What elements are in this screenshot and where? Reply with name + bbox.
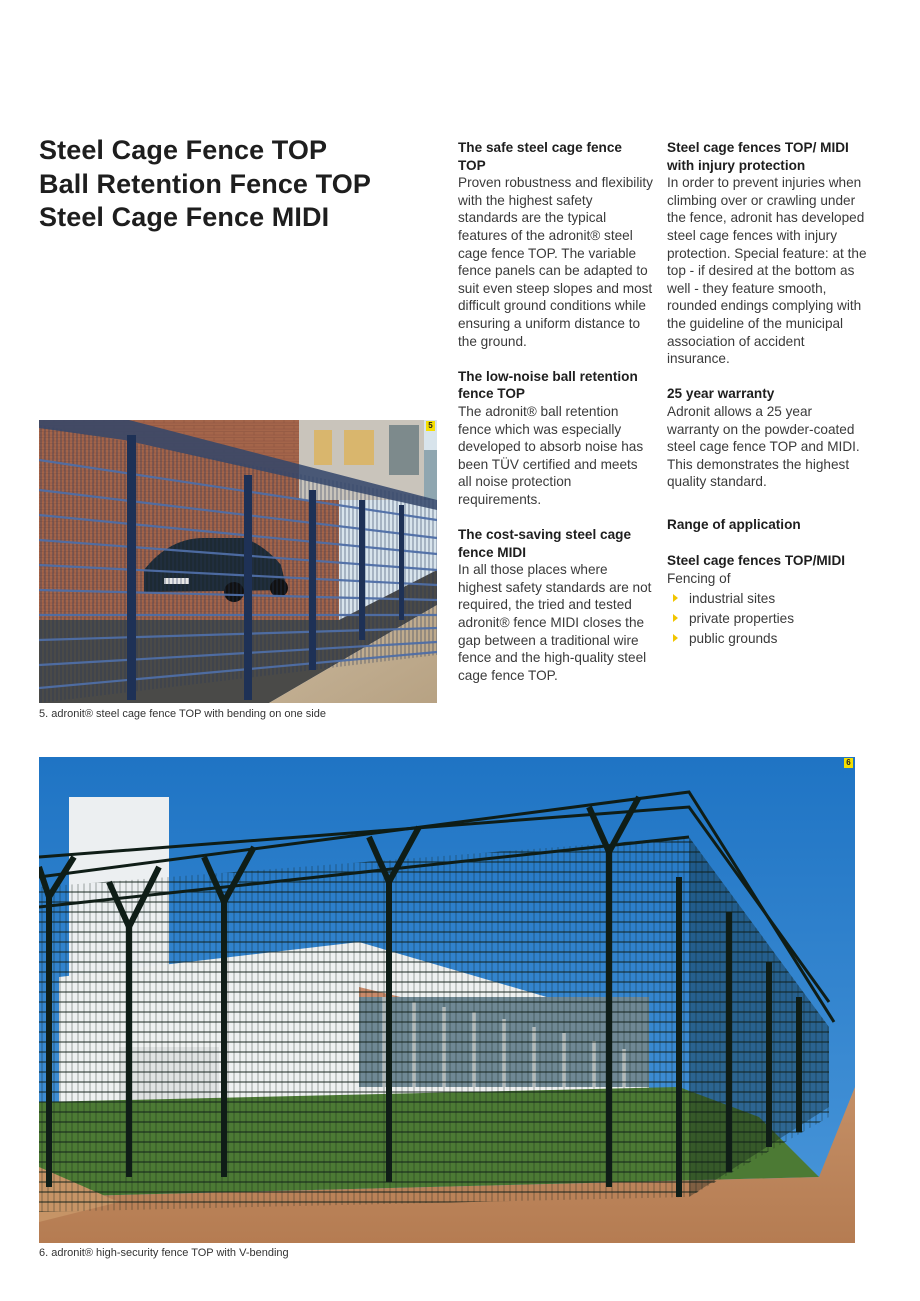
fence-photo-illustration — [39, 420, 437, 703]
section-warranty — [667, 385, 867, 491]
section-range — [667, 552, 867, 649]
section-heading: The safe steel cage fence TOP — [458, 140, 622, 173]
application-list — [667, 589, 867, 649]
bullet-arrow-icon — [673, 614, 678, 622]
section-body: Proven robustness and flexibility with the highest safety standards are the typical features of the adronit® steel cage fence TOP. The variable fence panels can be adapted to suit even steep slopes and most difficult ground conditions while ensuring a uniform distance to the ground. — [458, 175, 653, 349]
section-heading: The cost-saving steel cage fence MIDI — [458, 527, 632, 560]
bullet-arrow-icon — [673, 594, 678, 602]
page-title — [39, 134, 371, 235]
section-body: In all those places where highest safety standards are not required, the tried and tested adronit® fence MIDI closes the gap between a traditional wire fence and the high-quality steel cage fence TOP. — [458, 562, 652, 683]
section-heading: The low-noise ball retention fence TOP — [458, 368, 638, 402]
bullet-arrow-icon — [673, 634, 678, 642]
title-line-2: Ball Retention Fence TOP — [39, 168, 371, 199]
list-item: industrial sites — [667, 589, 867, 609]
section-body: The adronit® ball retention fence which was especially developed to absorb noise has been TÜV certified and meets all noise protection requirements. — [458, 403, 644, 507]
range-of-application-heading: Range of application — [667, 517, 801, 533]
section-safe-steel-cage — [458, 139, 653, 350]
photo-high-security-fence — [39, 757, 855, 1243]
title-line-1: Steel Cage Fence TOP — [39, 135, 328, 165]
section-injury-protection — [667, 139, 867, 368]
section-body: In order to prevent injuries when climbing over or crawling under the fence, adronit has developed steel cage fences with injury protection. Special feature: at the top - if desired at the bottom as well - they feature smooth, rounded endings complying with the guideline of the municipal association of accident insurance. — [667, 175, 867, 367]
section-cost-saving — [458, 526, 653, 684]
figure-number-badge: 5 — [426, 421, 435, 431]
section-heading: Steel cage fences TOP/MIDI — [667, 553, 846, 569]
title-line-3: Steel Cage Fence MIDI — [39, 202, 330, 232]
security-fence-photo-illustration — [39, 757, 855, 1243]
figure-caption: 6. adronit® high-security fence TOP with V-bending — [39, 1247, 289, 1259]
section-low-noise — [458, 368, 653, 509]
text-column-middle — [458, 139, 653, 702]
section-body: Adronit allows a 25 year warranty on the powder-coated steel cage fence TOP and MIDI. This demonstrates the highest quality standard. — [667, 403, 860, 490]
section-heading: 25 year warranty — [667, 386, 775, 402]
figure-number-badge: 6 — [844, 758, 853, 768]
photo-steel-cage-fence-top — [39, 420, 437, 703]
range-intro: Fencing of — [667, 570, 731, 586]
text-column-right — [667, 139, 867, 667]
list-item: private properties — [667, 609, 867, 629]
section-heading: Steel cage fences TOP/ MIDI with injury protection — [667, 140, 849, 173]
figure-caption: 5. adronit® steel cage fence TOP with bending on one side — [39, 708, 326, 720]
list-item: public grounds — [667, 629, 867, 649]
